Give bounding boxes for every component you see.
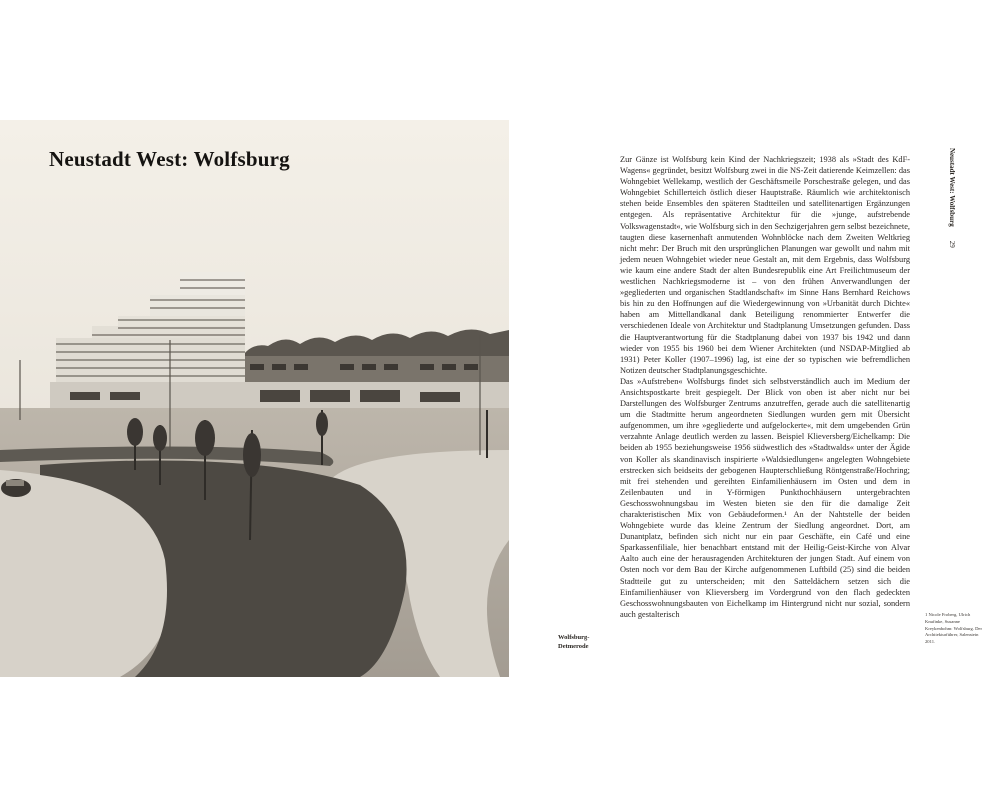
- paragraph-2: Das »Aufstreben« Wolfsburgs findet sich selbstverständlich auch im Medium der Ansichtspostkarte breit gespiegelt. Der Blick von oben ist aber nicht nur bei Darstellungen des Wolfsburger Zentrums anzutreffen, gerade auch die satellitenartig um die Stadtmitte herum angeordneten Siedlungen wurden gern mit Übersicht aufgenommen, um ihre »gegliederte und aufgelockerte«, mit dem umgebenden Grün verzahnte Anlage deutlich werden zu lassen. Beispiel Klieversberg/Eichelkamp: Die beiden ab 1955 beziehungsweise 1956 südwestlich des »Stadtwalds« unter der Ägide von Koller als skandinavisch inspirierte »Waldsiedlungen« angelegten Wohngebiete erstrecken sich beidseits der gebogenen Haupterschließung Röntgenstraße/Hochring; mit frei stehenden und gereihten Einfamilienhäusern im Osten und dem in Zeilenbauten und in Y-förmigen Punkthochhäusern untergebrachten Geschosswohnungsbau im Westen bieten sie den für die damalige Zeit charakteristischen Mix von Gebäudeformen.¹ An der Nahtstelle der beiden Wohngebiete wurde das kleine Zentrum der Siedlung angeordnet. Dort, am Dunantplatz, befinden sich nicht nur ein paar Geschäfte, ein Café und eine Sparkassenfiliale, hier benachbart entstand mit der Heilig-Geist-Kirche von Alvar Aalto auch eine der herausragenden Architekturen der jungen Stadt. Auf einem von Osten noch vor dem Bau der Kirche aufgenommenen Luftbild (25) sind die beiden Stadtteile gut zu unterscheiden; mit den Satteldächern setzen sich die Einfamilienhäuser von Klieversberg im Vordergrund von den flach gedeckten Geschosswohnungsbauten von Eichelkamp im Hintergrund nicht nur sozial, sondern auch gestalterisch: [620, 376, 910, 619]
- caption-line-2: Detmerode: [558, 643, 589, 650]
- photo-caption: [558, 633, 608, 651]
- photo-image: [0, 120, 509, 677]
- page-title: Neustadt West: Wolfsburg: [49, 147, 290, 171]
- caption-line-1: Wolfsburg-: [558, 634, 590, 641]
- body-text: [620, 154, 910, 620]
- photo: [0, 120, 509, 677]
- footnote: 1 Nicole Froberg, Ulrich Knufinke, Susanne Kreykenbohm: Wolfsburg. Der Architekturführer, Salenstein 2011.: [925, 612, 982, 645]
- running-head-title: Neustadt West: Wolfsburg: [948, 148, 956, 227]
- running-head: [948, 148, 956, 258]
- paragraph-1: Zur Gänze ist Wolfsburg kein Kind der Nachkriegszeit; 1938 als »Stadt des KdF-Wagens« gegründet, besitzt Wolfsburg zwei in die NS-Zeit datierende Keimzellen: das Wohngebiet Wellekamp, westlich der Geschäftsmeile Porschestraße gelegen, und das Wohngebiet Schillerteich östlich dieser Hauptstraße. Räumlich wie architektonisch stehen beide Ensembles den späteren Stadtteilen und satellitenartigen Ergänzungen entgegen. Als repräsentative Architektur für die »junge, aufstrebende Volkswagenstadt«, wie Wolfsburg sich in den Sechzigerjahren gern selbst bezeichnete, taugten diese kasernenhaft anmutenden Wohnblöcke nach dem Zweiten Weltkrieg nicht mehr: Der Bruch mit den ursprünglichen Planungen war gewollt und nahm mit jedem neuen Wohngebiet wieder neue Gestalt an, mit dem Ergebnis, dass Wolfsburg wie kaum eine andere Stadt der alten Bundesrepublik eine Art Freilichtmuseum der westlichen Nachkriegsmoderne ist – von den frühen Anverwandlungen der »gegliederten und organischen Stadtlandschaft« im Sinne Hans Bernhard Reichows bis hin zu den Hoffnungen auf die Wiedergewinnung von »Urbanität durch Dichte« haben am Mittellandkanal dank Beteiligung renommierter Entwerfer die verschiedenen Ideale von Architektur und Stadtplanung Umsetzungen gefunden. Dass die Hauptverantwortung für die Stadtplanung dabei von 1937 bis 1942 und dann wieder von 1955 bis 1960 bei dem Wiener Architekten (und NSDAP-Mitglied ab 1931) Peter Koller (1907–1996) lag, ist eine der so typischen wie befremdlichen Notizen deutscher Stadtplanungsgeschichte.: [620, 155, 910, 375]
- page-number: 29: [948, 240, 956, 248]
